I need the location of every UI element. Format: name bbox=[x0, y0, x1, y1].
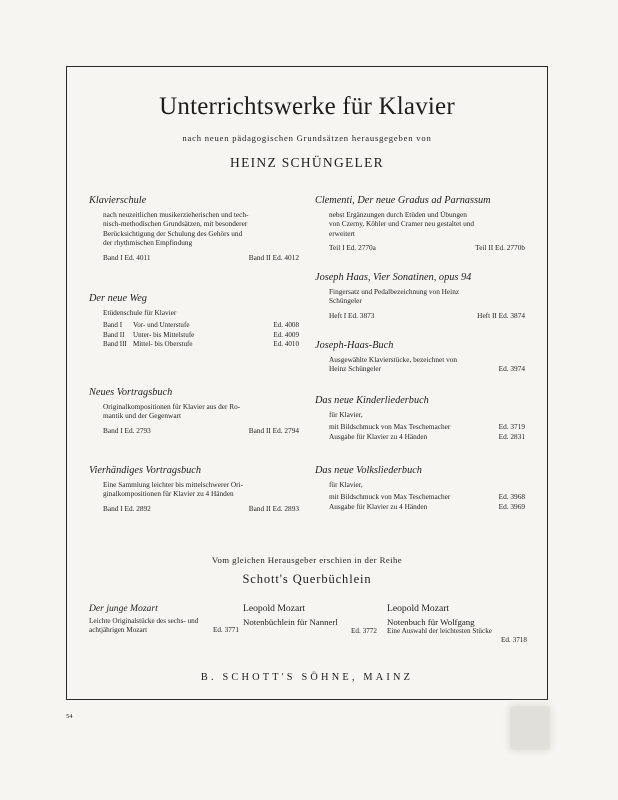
publisher-line: B. SCHOTT'S SÖHNE, MAINZ bbox=[200, 672, 414, 683]
series-intro: Vom gleichen Herausgeber erschien in der Reihe bbox=[211, 555, 403, 565]
work-neues-vortragsbuch bbox=[89, 387, 299, 435]
work-title: Vierhändiges Vortragsbuch bbox=[89, 465, 202, 476]
advertisement-frame bbox=[66, 66, 548, 700]
work-description: Eine Sammlung leichter bis mittelschwerer Ori- ginalkompositionen für Klavier zu 4 Händen bbox=[103, 480, 244, 499]
work-klavierschule bbox=[89, 195, 299, 262]
work-description: Fingersatz und Pedalbezeichnung von Heinz Schüngeler bbox=[329, 287, 460, 306]
work-description: Ausgewählte Klavierstücke, bezeichnet von bbox=[329, 355, 458, 364]
page-subtitle: nach neuen pädagogischen Grundsätzen herausgegeben von bbox=[182, 133, 432, 143]
edition-line: Heinz Schüngeler Ed. 3974 bbox=[329, 364, 525, 374]
work-vierhaendiges-vortragsbuch bbox=[89, 465, 299, 513]
editor-name: HEINZ SCHÜNGELER bbox=[230, 155, 384, 170]
edition-line: Ausgabe für Klavier zu 4 Händen Ed. 2831 bbox=[329, 431, 525, 441]
work-description: Etüdenschule für Klavier bbox=[103, 308, 177, 317]
work-description: nach neuzeitlichen musikerzieherischen und tech- nisch-methodischen Grundsätzen, mit besonderer Berücksichtigung der Schulung des Gehörs und der rhythmischen Empfindung bbox=[103, 210, 249, 248]
series-book-der-junge-mozart bbox=[89, 603, 239, 635]
page-title: Unterrichtswerke für Klavier bbox=[159, 93, 455, 120]
book-description: Leichte Originalstücke des sechs- und bbox=[89, 617, 199, 625]
work-title: Clementi, Der neue Gradus ad Parnassum bbox=[315, 195, 491, 206]
work-kinderliederbuch bbox=[315, 395, 525, 441]
work-volksliederbuch bbox=[315, 465, 525, 511]
work-joseph-haas-buch bbox=[315, 340, 525, 374]
work-title: Das neue Kinderliederbuch bbox=[315, 395, 429, 406]
work-title: Joseph Haas, Vier Sonatinen, opus 94 bbox=[315, 272, 472, 283]
work-title: Joseph-Haas-Buch bbox=[315, 340, 394, 351]
book-edition: Ed. 3772 bbox=[351, 627, 377, 635]
work-description: für Klavier, bbox=[329, 410, 363, 419]
book-description: achtjährigen Mozart bbox=[89, 626, 148, 635]
work-der-neue-weg bbox=[89, 293, 299, 350]
volume-line: Band I Vor- und Unterstufe Ed. 4008 bbox=[103, 321, 299, 330]
work-title: Neues Vortragsbuch bbox=[89, 387, 173, 398]
volume-line: Band II Unter- bis Mittelstufe Ed. 4009 bbox=[103, 330, 299, 339]
work-title: Der neue Weg bbox=[89, 293, 147, 304]
series-book-wolfgang bbox=[387, 603, 527, 645]
edition-line: Band I Ed. 2793 Band II Ed. 2794 bbox=[103, 425, 299, 435]
work-title: Das neue Volksliederbuch bbox=[315, 465, 422, 476]
edition-line: Band I Ed. 4011 Band II Ed. 4012 bbox=[103, 252, 299, 262]
work-title: Klavierschule bbox=[89, 195, 147, 206]
library-stamp-mark bbox=[510, 706, 550, 750]
edition-line: Band I Ed. 2892 Band II Ed. 2893 bbox=[103, 503, 299, 513]
volume-line: Band III Mittel- bis Oberstufe Ed. 4010 bbox=[103, 340, 299, 349]
work-haas-sonatinen bbox=[315, 272, 525, 320]
book-edition: Ed. 3718 bbox=[501, 636, 527, 645]
book-description: Notenbuch für Wolfgang bbox=[387, 617, 475, 627]
edition-line: mit Bildschmuck von Max Teschemacher Ed. 3719 bbox=[329, 422, 525, 432]
book-author: Leopold Mozart bbox=[387, 603, 450, 614]
book-description: Eine Auswahl der leichtesten Stücke bbox=[387, 627, 492, 635]
edition-line: Heft I Ed. 3873 Heft II Ed. 3874 bbox=[329, 310, 525, 320]
book-edition: Ed. 3771 bbox=[213, 626, 239, 635]
series-name: Schott's Querbüchlein bbox=[242, 572, 372, 586]
work-clementi bbox=[315, 195, 525, 253]
series-book-nannerl bbox=[243, 603, 377, 636]
page-number: 54 bbox=[66, 713, 73, 720]
edition-line: Teil I Ed. 2770a Teil II Ed. 2770b bbox=[329, 243, 525, 253]
book-description: Notenbüchlein für Nannerl bbox=[243, 617, 338, 627]
work-description: für Klavier, bbox=[329, 480, 363, 489]
edition-line: Ausgabe für Klavier zu 4 Händen Ed. 3969 bbox=[329, 501, 525, 511]
book-author: Leopold Mozart bbox=[243, 603, 306, 614]
work-description: nebst Ergänzungen durch Etüden und Übungen von Czerny, Köhler und Cramer neu gestaltet und erweitert bbox=[329, 210, 475, 238]
edition-line: mit Bildschmuck von Max Teschemacher Ed. 3968 bbox=[329, 492, 525, 502]
book-title: Der junge Mozart bbox=[89, 603, 158, 614]
work-description: Originalkompositionen für Klavier aus der Ro- mantik und der Gegenwart bbox=[103, 402, 241, 421]
